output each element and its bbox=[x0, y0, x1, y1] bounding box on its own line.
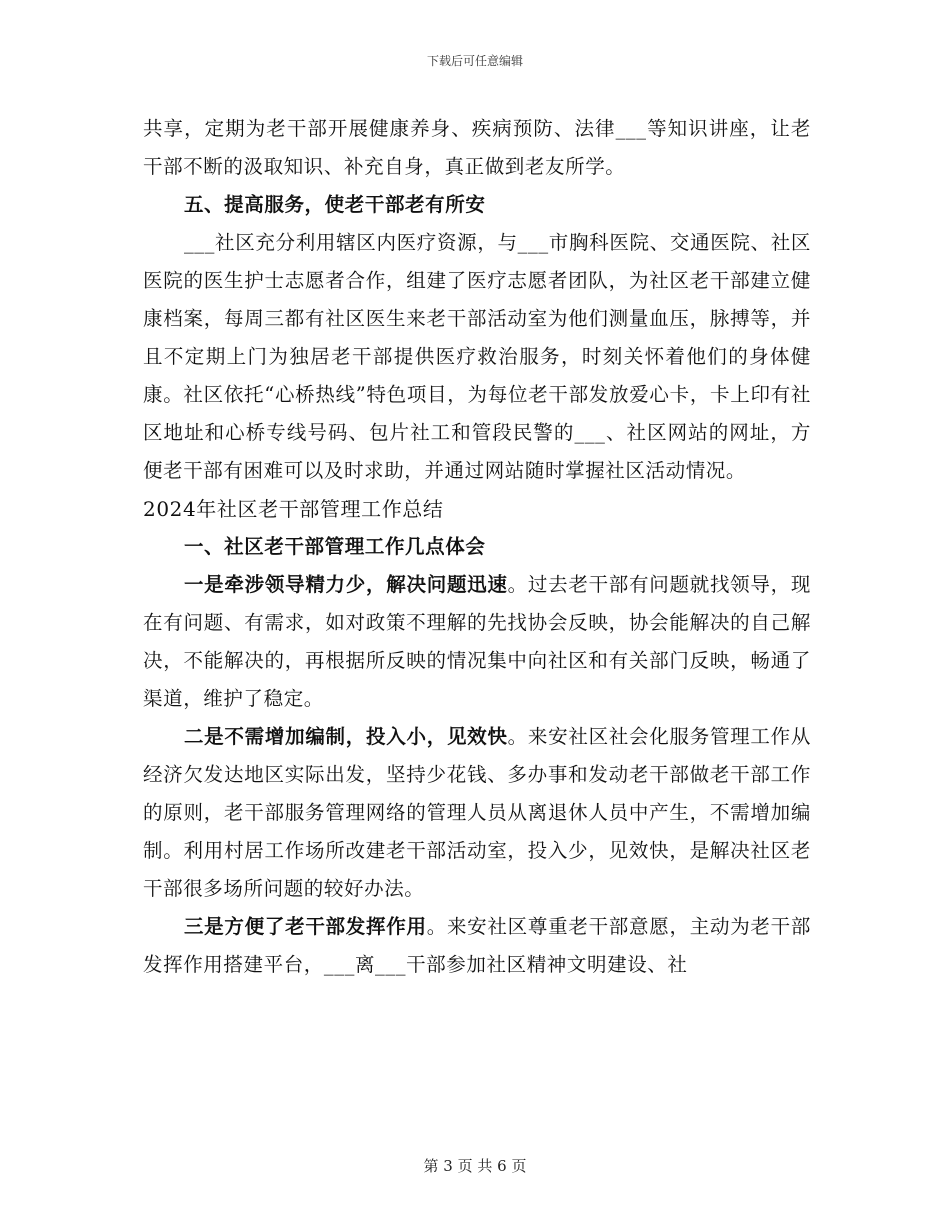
paragraph-continued: 共享，定期为老干部开展健康养身、疾病预防、法律___等知识讲座，让老干部不断的汲取知识、补充自身，真正做到老友所学。 bbox=[143, 117, 811, 178]
item-text: 。过去老干部有问题就找领导，现在有问题、有需求，如对政策不理解的先找协会反映，协会能解决的自己解决，不能解决的，再根据所反映的情况集中向社区和有关部门反映，畅通了渠道，维护了稳定。 bbox=[143, 573, 811, 710]
section-heading-one: 一、社区老干部管理工作几点体会 bbox=[183, 535, 486, 558]
document-title: 2024年社区老干部管理工作总结 bbox=[143, 497, 444, 521]
item-text: 。来安社区社会化服务管理工作从经济欠发达地区实际出发，坚持少花钱、多办事和发动老干部做老干部工作的原则，老干部服务管理网络的管理人员从离退休人员中产生，不需增加编制。利用村居工作场所改建老干部活动室，投入少，见效快，是解决社区老干部很多场所问题的较好办法。 bbox=[143, 725, 811, 900]
page-header: 下载后可任意编辑 bbox=[426, 54, 523, 68]
item-text: 。来安社区尊重老干部意愿，主动为老干部发挥作用搭建平台，___离___干部参加社区精神文明建设、社 bbox=[143, 915, 811, 976]
list-item bbox=[143, 908, 811, 984]
item-lead: 二是不需增加编制，投入小，见效快 bbox=[183, 725, 508, 748]
item-lead: 一是牵涉领导精力少，解决问题迅速 bbox=[183, 573, 508, 596]
page-number: 第 3 页 共 6 页 bbox=[423, 1157, 527, 1175]
item-lead: 三是方便了老干部发挥作用 bbox=[183, 915, 427, 938]
list-item bbox=[143, 566, 811, 718]
list-item bbox=[143, 718, 811, 908]
paragraph-medical-service: ___社区充分利用辖区内医疗资源，与___市胸科医院、交通医院、社区医院的医生护士志愿者合作，组建了医疗志愿者团队，为社区老干部建立健康档案，每周三都有社区医生来老干部活动室为他们测量血压，脉搏等，并且不定期上门为独居老干部提供医疗救治服务，时刻关怀着他们的身体健康。社区依托“心桥热线”特色项目，为每位老干部发放爱心卡，卡上印有社区地址和心桥专线号码、包片社工和管段民警的___、社区网站的网址，方便老干部有困难可以及时求助，并通过网站随时掌握社区活动情况。 bbox=[143, 231, 811, 482]
document-body bbox=[143, 110, 811, 984]
section-heading-five: 五、提高服务，使老干部老有所安 bbox=[183, 193, 486, 216]
